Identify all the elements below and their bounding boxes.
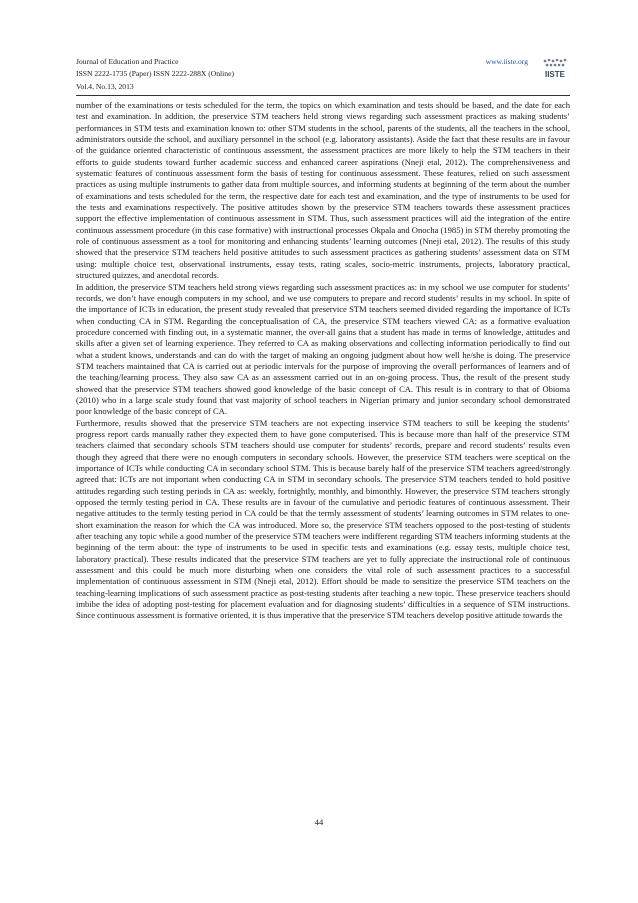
paragraph: number of the examinations or tests scheduled for the term, the topics on which examination and tests should be based, and the date for each test and examination. In addition, the preservice STM teachers held strong views regarding such assessment practices as making students’ performances in STM tests and examination known to: other STM students in the school, parents of the students, all the teachers in the school, administrators outside the school, and auxiliary personnel in the school (e.g. laboratory assistants). Aside the fact that these results are in favour of the guidance oriented characteristic of continuous assessment, the assessment practices are more likely to help the STM teachers in their efforts to guide students toward further academic success and enhanced career aspirations (Nneji etal, 2012). The comprehensiveness and systematic features of continuous assessment form the basis of testing for continuous assessment. These features, relied on such assessment practices as using multiple instruments to gather data from multiple sources, and informing students at beginning of the term about the number of examinations and tests scheduled for the term, the respective date for each test and examination, and the type of instruments to be used for the tests and examinations respectively. The positive attitudes shown by the preservice STM teachers towards these assessment practices support the effective implementation of continuous assessment in STM. Thus, such assessment practices will aid the integration of the entire continuous assessment procedure (in this case formative) with instructional processes Okpala and Onocha (1985) in STM thereby promoting the role of continuous assessment as a tool for monitoring and enhancing students’ learning outcomes (Nneji etal, 2012). The results of this study showed that the preservice STM teachers held positive attitudes to such assessment practices as gathering students’ assessment data on STM using: multiple choice test, observational instruments, essay tests, rating scales, socio-metric instruments, projects, laboratory practical, structured quizzes, and anecdotal records.: [76, 100, 570, 281]
page-header: [76, 56, 570, 93]
volume-line: Vol.4, No.13, 2013: [76, 81, 134, 91]
issn-line: ISSN 2222-1735 (Paper) ISSN 2222-288X (Online): [76, 69, 234, 79]
page-number: 44: [314, 817, 324, 827]
logo-text: IISTE: [544, 70, 566, 79]
journal-name: Journal of Education and Practice: [76, 57, 179, 66]
paragraph: Furthermore, results showed that the preservice STM teachers are not expecting inservice STM teachers to still be keeping the students’ progress report cards manually rather they expected them to have gone computerised. This is because more than half of the preservice STM teachers claimed that secondary schools STM teachers should use computer for students’ records, prepare and record students’ results even though they agreed that there were no enough computers in secondary schools. However, the preservice STM teachers were sceptical on the importance of ICTs while conducting CA in secondary school STM. This is because barely half of the preservice STM teachers agreed/strongly agreed that: ICTs are not important when conducting CA in STM in secondary schools. The preservice STM teachers tended to hold positive attitudes regarding such testing periods in CA as: weekly, fortnightly, monthly, and bimonthly. However, the preservice STM teachers strongly opposed the termly testing period in CA. These results are in favour of the cumulative and periodic features of continuous assessment. Their negative attitudes to the termly testing period in CA could be that the termly assessment of students’ learning outcomes in STM relates to one-short examination the reason for which the CA was introduced. More so, the preservice STM teachers opposed to the post-testing of students after teaching any topic while a good number of the preservice STM teachers were indifferent regarding STM teachers informing students at the beginning of the term about: the type of instruments to be used in specific tests and examinations (e.g. essay tests, multiple choice test, laboratory practical). These results indicated that the preservice STM teachers are yet to fully appreciate the instructional role of continuous assessment and this could be much more disturbing when one considers the vital role of such assessment practices to a successful implementation of continuous assessment in STM (Nneji etal, 2012). Effort should be made to sensitize the preservice STM teachers on the teaching-learning implications of such assessment practice as post-testing students after teaching a new topic. These preservice teachers should imbibe the idea of adopting post-testing for placement evaluation and for diagnosing students’ difficulties in a sequence of STM instructions. Since continuous assessment is formative oriented, it is thus imperative that the preservice STM teachers develop positive attitude towards the: [76, 417, 570, 621]
paragraph: In addition, the preservice STM teachers held strong views regarding such assessment practices as: in my school we use computer for students’ records, we don’t have enough computers in my school, and we use computers to prepare and record students’ results in my school. In spite of the importance of ICTs in education, the present study revealed that preservice STM teachers seemed divided regarding the importance of ICTs when conducting CA in STM. Regarding the conceptualisation of CA, the preservice STM teachers viewed CA: as a formative evaluation procedure concerned with finding out, in a systematic manner, the over-all gains that a student has made in terms of knowledge, attitudes and skills after a given set of learning experience. They referred to CA as making observations and collecting information periodically to find out what a student knows, understands and can do with the target of making an ongoing judgment about how well he/she is doing. The preservice STM teachers maintained that CA is carried out at periodic intervals for the purpose of improving the overall performances of learners and of the teaching/learning process. They also saw CA as an assessment carried out in an on-going process. Thus, the result of the present study showed that the preservice STM teachers showed good knowledge of the basic concept of CA. This result is in contrary to that of Obioma (2010) who in a large scale study found that vast majority of school teachers in Nigerian primary and junior secondary school demonstrated poor knowledge of the basic concept of CA.: [76, 281, 570, 417]
iiste-logo-icon: [540, 56, 570, 82]
body-text: [76, 100, 570, 622]
journal-url-link[interactable]: www.iiste.org: [485, 57, 528, 66]
header-divider: [76, 95, 570, 96]
